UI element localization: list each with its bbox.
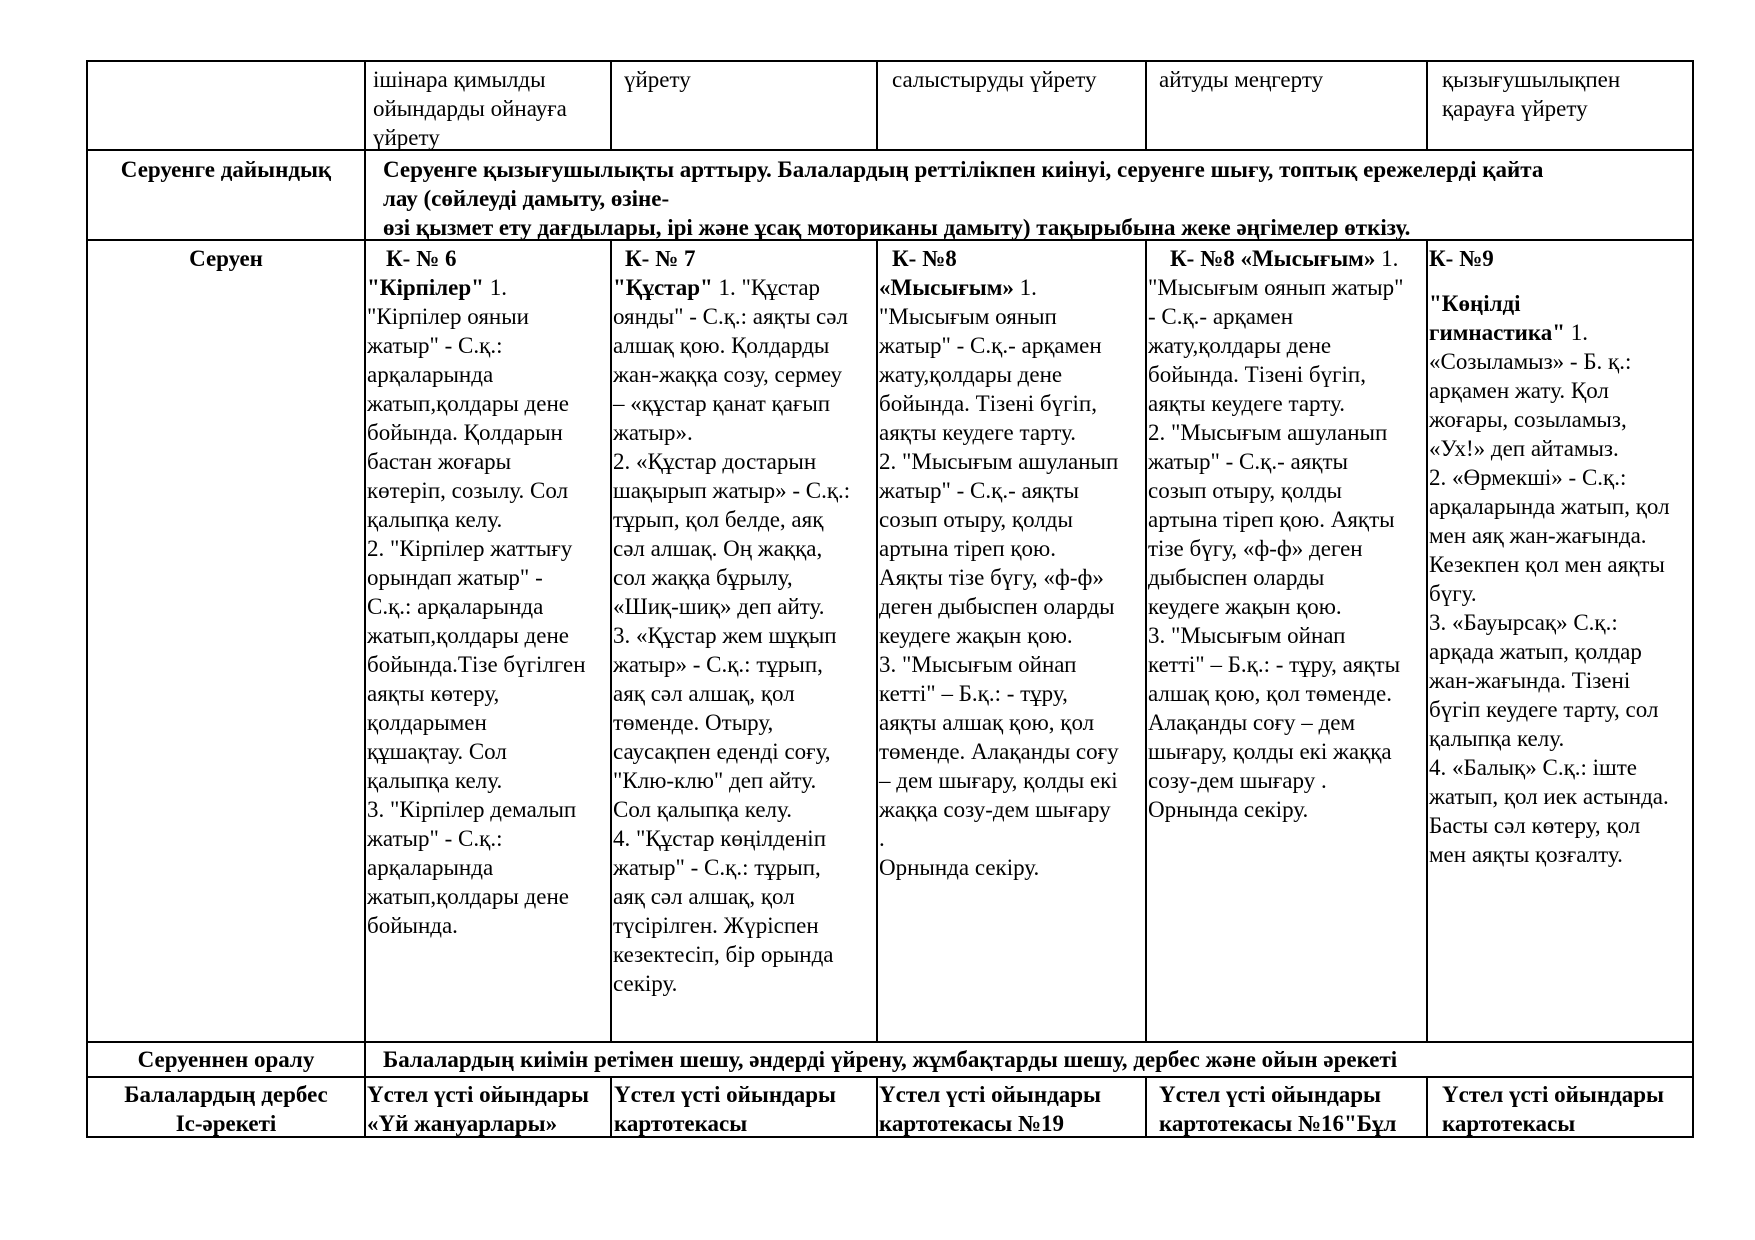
continuation-cell-4: айтуды меңгерту — [1159, 67, 1324, 92]
prep-label: Серуенге дайындық — [120, 157, 332, 182]
column-divider — [1426, 60, 1428, 150]
walk-card-number: К- № 7 — [625, 246, 696, 271]
walk-label: Серуен — [189, 246, 263, 271]
continuation-cell-1: ішінара қимылды ойындарды ойнауға үйрету — [373, 67, 567, 150]
row-divider — [86, 1041, 1694, 1043]
walk-game-title: "Көңілді гимнастика" — [1429, 291, 1566, 345]
walk-exercise-text — [1429, 289, 1692, 869]
row-divider — [86, 1076, 1694, 1078]
walk-card-number: К- №9 — [1429, 246, 1494, 271]
column-divider — [1145, 60, 1147, 150]
column-divider — [876, 60, 878, 150]
walk-exercise-text — [367, 273, 609, 940]
column-divider — [876, 1076, 878, 1138]
independent-label: Балалардың дербес Іс-әрекеті — [124, 1082, 328, 1136]
column-divider — [1145, 239, 1147, 1042]
walk-game-title: "Құстар" — [613, 275, 713, 300]
walk-card-number: К- № 6 — [386, 246, 457, 271]
walk-exercise-text — [879, 273, 1145, 882]
column-divider — [610, 239, 612, 1042]
walk-exercise-body: 1. "Мысығым оянып жатыр" - С.қ.- арқамен жату,қолдары дене бойында. Тізені бүгіп, аяқты кеудеге тарту. 2. "Мысығым ашуланып жатыр" - С.қ.- аяқты созып отыру, қолды артына тіреп қою. Аяқты тізе бүгу, «ф-ф» деген дыбыспен оларды кеудеге жақын қою. 3. "Мысығым ойнап кетті" – Б.қ.: - тұру, аяқты алшақ қою, қол төменде. Алақанды соғу – дем шығару, қолды екі жаққа созу-дем шығару . Орнында секіру. — [879, 275, 1119, 880]
walk-exercise-text — [613, 273, 876, 998]
return-text: Балалардың киімін ретімен шешу, әндерді үйрену, жұмбақтарды шешу, дербес және ойын әрекеті — [383, 1047, 1398, 1072]
continuation-cell-3: салыстыруды үйрету — [892, 67, 1097, 92]
label-column-divider — [364, 60, 366, 1138]
prep-text: Серуенге қызығушылықты арттыру. Балалардың реттілікпен киінуі, серуенге шығу, топтық ережелерді қайта лау (сөйлеуді дамыту, өзіне- өзі қызмет ету дағдылары, ірі және ұсақ моториканы дамыту) тақырыбына жеке әңгімелер өткізу. — [383, 157, 1544, 240]
row-divider — [86, 149, 1694, 151]
walk-exercise-body: 1. "Кірпілер ояныи жатыр" - С.қ.: арқаларында жатып,қолдары дене бойында. Қолдарын бастан жоғары көтеріп, созылу. Сол қалыпқа келу. 2. "Кірпілер жаттығу орындап жатыр" - С.қ.: арқаларында жатып,қолдары дене бойында.Тізе бүгілген аяқты көтеру, қолдарымен құшақтау. Сол қалыпқа келу. 3. "Кірпілер демалып жатыр" - С.қ.: арқаларында жатып,қолдары дене бойында. — [367, 275, 586, 938]
plan-table — [86, 60, 1694, 1138]
column-divider — [1426, 1076, 1428, 1138]
independent-cell-2: Үстел үсті ойындары картотекасы — [614, 1082, 836, 1136]
walk-game-title: «Мысығым» — [879, 275, 1014, 300]
walk-card-number: К- №8 «Мысығым» — [1170, 246, 1376, 271]
walk-exercise-body: 1. "Құстар оянды" - С.қ.: аяқты сәл алшақ қою. Қолдарды жан-жаққа созу, сермеу – «құстар қанат қағып жатыр». 2. «Құстар достарын шақырып жатыр» - С.қ.: тұрып, қол белде, аяқ сәл алшақ. Оң жаққа, сол жаққа бұрылу, «Шиқ-шиқ» деп айту. 3. «Құстар жем шұқып жатыр» - С.қ.: тұрып, аяқ сәл алшақ, қол төменде. Отыру, саусақпен еденді соғу, "Клю-клю" деп айту. Сол қалыпқа келу. 4. "Құстар көңілденіп жатыр" - С.қ.: тұрып, аяқ сәл алшақ, қол түсірілген. Жүріспен кезектесіп, бір орында секіру. — [613, 275, 851, 996]
independent-cell-3: Үстел үсті ойындары картотекасы №19 — [879, 1082, 1101, 1136]
walk-exercise-body: 1. «Созыламыз» - Б. қ.: арқамен жату. Қол жоғары, созыламыз, «Ух!» деп айтамыз. 2. «Өрмекші» - С.қ.: арқаларында жатып, қол мен аяқ жан-жағында. Кезекпен қол мен аяқты бүгу. 3. «Бауырсақ» С.қ.: арқада жатып, қолдар жан-жағында. Тізені бүгіп кеудеге тарту, сол қалыпқа келу. 4. «Балық» С.қ.: іште жатып, қол иек астында. Басты сәл көтеру, қол мен аяқты қозғалту. — [1429, 320, 1670, 867]
column-divider — [1145, 1076, 1147, 1138]
walk-card-number: К- №8 — [892, 246, 957, 271]
column-divider — [610, 60, 612, 150]
independent-cell-4: Үстел үсті ойындары картотекасы №16"Бұл — [1159, 1082, 1397, 1136]
table-border-left — [86, 60, 88, 1138]
column-divider — [876, 239, 878, 1042]
walk-exercise-text — [1148, 244, 1426, 824]
continuation-cell-2: үйрету — [624, 67, 691, 92]
independent-cell-5: Үстел үсті ойындары картотекасы — [1442, 1082, 1664, 1136]
return-label: Серуеннен оралу — [137, 1047, 315, 1072]
continuation-cell-5: қызығушылықпен қарауға үйрету — [1442, 67, 1621, 121]
independent-cell-1: Үстел үсті ойындары «Үй жануарлары» — [367, 1082, 589, 1136]
table-border-top — [86, 60, 1694, 62]
column-divider — [1426, 239, 1428, 1042]
walk-exercise-body: 1. "Мысығым оянып жатыр" - С.қ.- арқамен жату,қолдары дене бойында. Тізені бүгіп, аяқты кеудеге тарту. 2. "Мысығым ашуланып жатыр" - С.қ.- аяқты созып отыру, қолды артына тіреп қою. Аяқты тізе бүгу, «ф-ф» деген дыбыспен оларды кеудеге жақын қою. 3. "Мысығым ойнап кетті" – Б.қ.: - тұру, аяқты алшақ қою, қол төменде. Алақанды соғу – дем шығару, қолды екі жаққа созу-дем шығару . Орнында секіру. — [1148, 246, 1404, 822]
walk-game-title: "Кірпілер" — [367, 275, 484, 300]
